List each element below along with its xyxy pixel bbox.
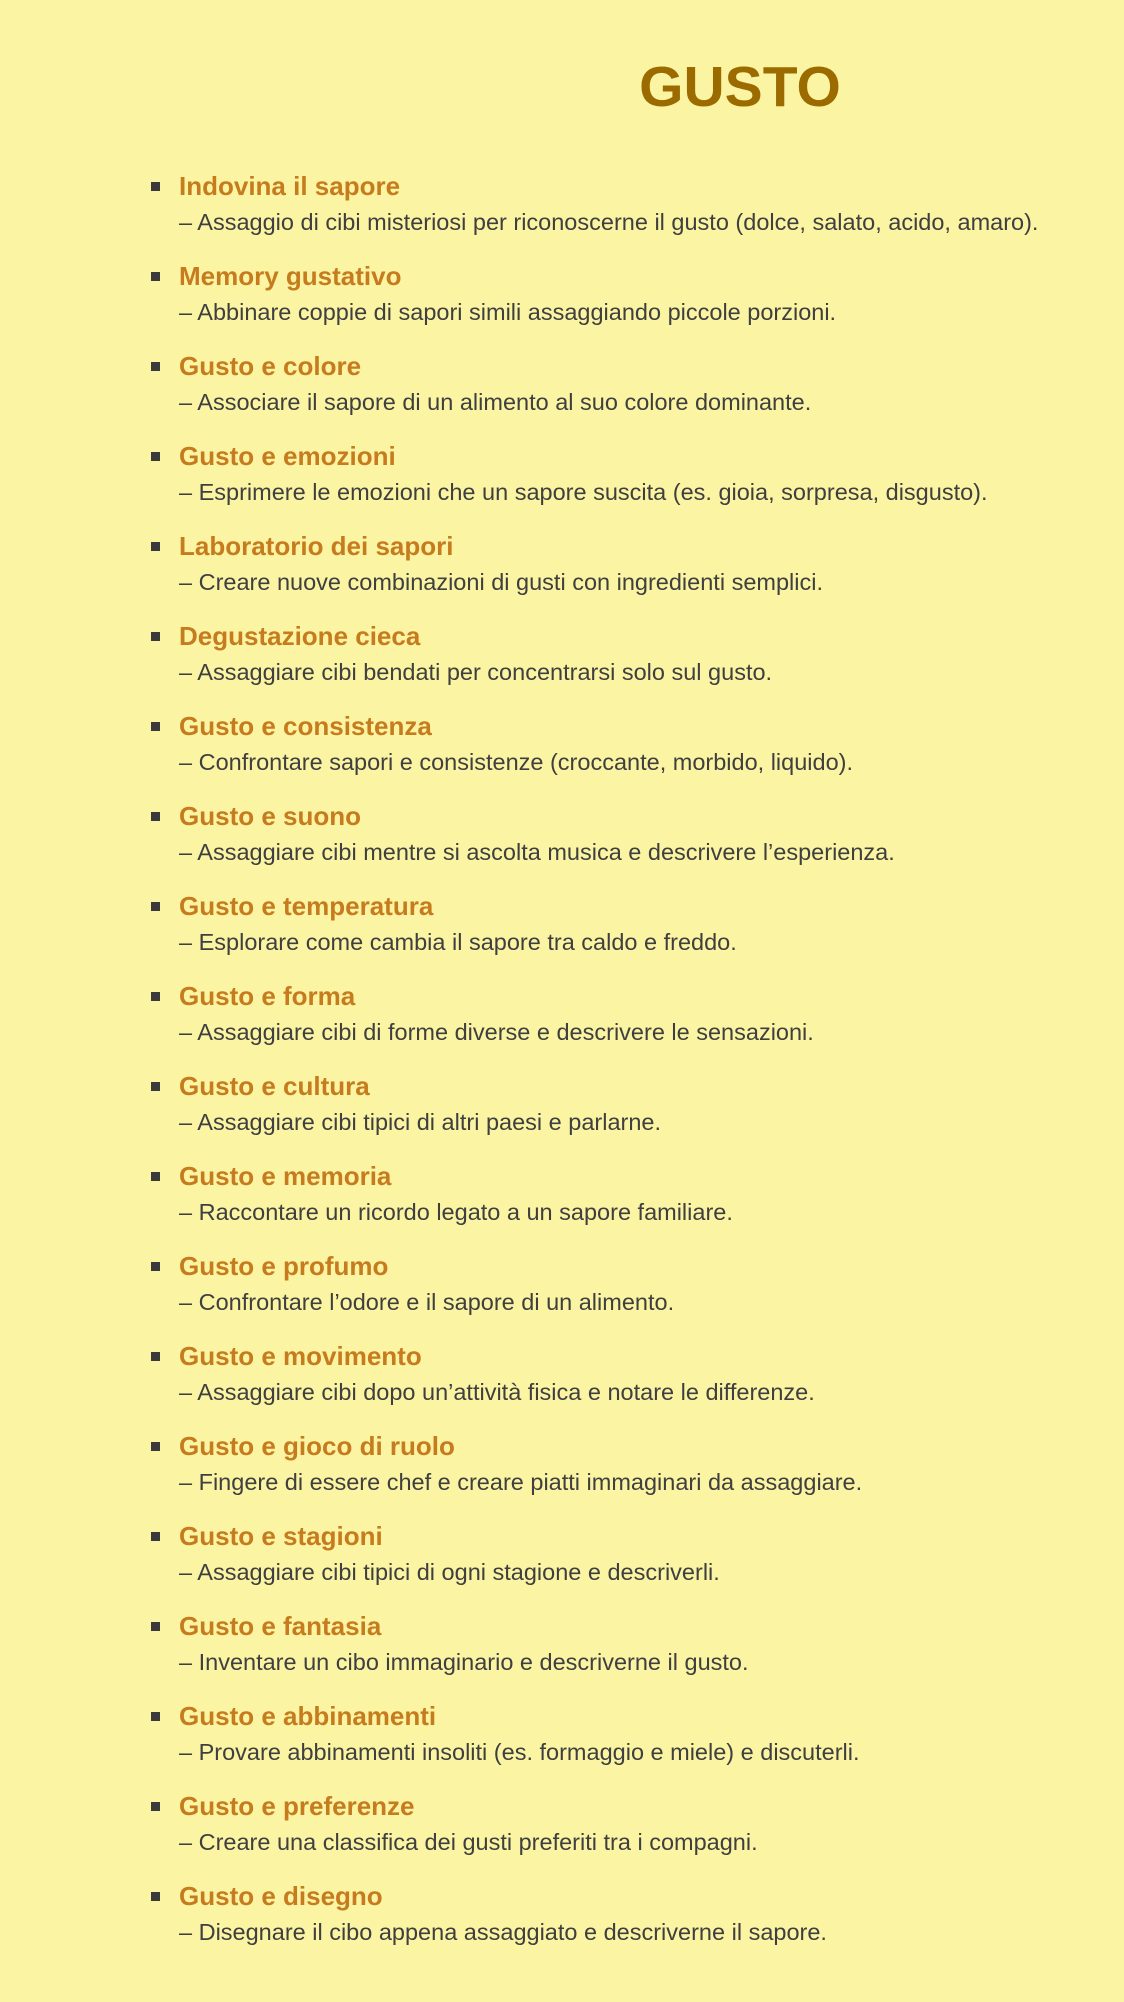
activity-description: – Assaggiare cibi dopo un’attività fisica e notare le differenze. <box>179 1378 815 1405</box>
bullet-square-icon <box>151 1532 160 1541</box>
list-item-content <box>179 1340 815 1407</box>
page-title: GUSTO <box>639 55 841 119</box>
activity-title: Gusto e stagioni <box>179 1520 383 1551</box>
activity-description: – Associare il sapore di un alimento al suo colore dominante. <box>179 388 812 415</box>
activity-title: Gusto e consistenza <box>179 710 432 741</box>
activity-description: – Raccontare un ricordo legato a un sapore familiare. <box>179 1198 733 1225</box>
list-item <box>151 710 1124 777</box>
activity-title: Indovina il sapore <box>179 170 401 201</box>
bullet-square-icon <box>151 362 160 371</box>
bullet-square-icon <box>151 1172 160 1181</box>
activity-title: Gusto e temperatura <box>179 890 434 921</box>
bullet-square-icon <box>151 812 160 821</box>
bullet-square-icon <box>151 1262 160 1271</box>
list-item-content <box>179 710 853 777</box>
list-item-content <box>179 1700 860 1767</box>
bullet-square-icon <box>151 452 160 461</box>
bullet-square-icon <box>151 1712 160 1721</box>
activity-description: – Assaggiare cibi bendati per concentrarsi solo sul gusto. <box>179 658 773 685</box>
activity-description: – Assaggiare cibi tipici di ogni stagione e descriverli. <box>179 1558 720 1585</box>
list-item-content <box>179 440 988 507</box>
activity-description: – Esprimere le emozioni che un sapore suscita (es. gioia, sorpresa, disgusto). <box>179 478 988 505</box>
list-item-content <box>179 1610 749 1677</box>
activity-title: Memory gustativo <box>179 260 402 291</box>
list-item <box>151 350 1124 417</box>
list-item-content <box>179 260 836 327</box>
bullet-square-icon <box>151 542 160 551</box>
activity-title: Gusto e fantasia <box>179 1610 382 1641</box>
list-item-content <box>179 350 811 417</box>
bullet-square-icon <box>151 182 160 191</box>
list-item <box>151 980 1124 1047</box>
list-item <box>151 1520 1124 1587</box>
activity-title: Gusto e profumo <box>179 1250 389 1281</box>
activity-title: Gusto e disegno <box>179 1880 383 1911</box>
list-item-content <box>179 1880 827 1947</box>
activity-description: – Disegnare il cibo appena assaggiato e descriverne il sapore. <box>179 1918 827 1945</box>
bullet-square-icon <box>151 632 160 641</box>
activity-title: Gusto e cultura <box>179 1070 370 1101</box>
list-item-content <box>179 1790 758 1857</box>
list-item <box>151 1250 1124 1317</box>
activity-title: Gusto e movimento <box>179 1340 422 1371</box>
activity-title: Gusto e gioco di ruolo <box>179 1430 455 1461</box>
list-item-content <box>179 1160 733 1227</box>
list-item <box>151 1610 1124 1677</box>
list-item <box>151 530 1124 597</box>
activity-title: Gusto e memoria <box>179 1160 392 1191</box>
activity-description: – Creare una classifica dei gusti preferiti tra i compagni. <box>179 1828 758 1855</box>
activity-description: – Confrontare l’odore e il sapore di un alimento. <box>179 1288 675 1315</box>
list-item <box>151 800 1124 867</box>
activity-title: Laboratorio dei sapori <box>179 530 454 561</box>
activity-title: Gusto e abbinamenti <box>179 1700 437 1731</box>
bullet-square-icon <box>151 1082 160 1091</box>
bullet-square-icon <box>151 1442 160 1451</box>
list-item-content <box>179 1250 674 1317</box>
activity-list <box>0 170 1124 1947</box>
list-item-content <box>179 1430 862 1497</box>
activity-description: – Fingere di essere chef e creare piatti immaginari da assaggiare. <box>179 1468 863 1495</box>
list-item-content <box>179 980 814 1047</box>
activity-description: – Confrontare sapori e consistenze (croccante, morbido, liquido). <box>179 748 854 775</box>
list-item-content <box>179 620 772 687</box>
activity-title: Gusto e forma <box>179 980 356 1011</box>
activity-title: Gusto e colore <box>179 350 362 381</box>
activity-description: – Inventare un cibo immaginario e descriverne il gusto. <box>179 1648 749 1675</box>
list-item-content <box>179 800 895 867</box>
bullet-square-icon <box>151 272 160 281</box>
list-item <box>151 1700 1124 1767</box>
activity-title: Gusto e emozioni <box>179 440 396 471</box>
activity-description: – Assaggiare cibi di forme diverse e descrivere le sensazioni. <box>179 1018 814 1045</box>
list-item <box>151 1070 1124 1137</box>
activity-description: – Creare nuove combinazioni di gusti con ingredienti semplici. <box>179 568 823 595</box>
list-item-content <box>179 890 737 957</box>
activity-description: – Assaggiare cibi mentre si ascolta musica e descrivere l’esperienza. <box>179 838 895 865</box>
list-item <box>151 170 1124 237</box>
bullet-square-icon <box>151 1622 160 1631</box>
bullet-square-icon <box>151 1352 160 1361</box>
list-item-content <box>179 530 823 597</box>
list-item <box>151 1160 1124 1227</box>
activity-description: – Abbinare coppie di sapori simili assaggiando piccole porzioni. <box>179 298 837 325</box>
activity-description: – Assaggiare cibi tipici di altri paesi e parlarne. <box>179 1108 662 1135</box>
list-item-content <box>179 1070 661 1137</box>
activity-description: – Esplorare come cambia il sapore tra caldo e freddo. <box>179 928 737 955</box>
bullet-square-icon <box>151 1802 160 1811</box>
activity-title: Gusto e preferenze <box>179 1790 415 1821</box>
list-item-content <box>179 1520 720 1587</box>
list-item <box>151 1790 1124 1857</box>
list-item <box>151 1430 1124 1497</box>
activity-description: – Provare abbinamenti insoliti (es. formaggio e miele) e discuterli. <box>179 1738 860 1765</box>
list-item <box>151 260 1124 327</box>
bullet-square-icon <box>151 722 160 731</box>
list-item <box>151 620 1124 687</box>
list-item <box>151 1340 1124 1407</box>
activity-title: Degustazione cieca <box>179 620 421 651</box>
activity-title: Gusto e suono <box>179 800 361 831</box>
bullet-square-icon <box>151 902 160 911</box>
activity-description: – Assaggio di cibi misteriosi per riconoscerne il gusto (dolce, salato, acido, amaro). <box>179 208 1039 235</box>
list-item-content <box>179 170 1038 237</box>
bullet-square-icon <box>151 992 160 1001</box>
list-item <box>151 440 1124 507</box>
list-item <box>151 890 1124 957</box>
bullet-square-icon <box>151 1892 160 1901</box>
list-item <box>151 1880 1124 1947</box>
